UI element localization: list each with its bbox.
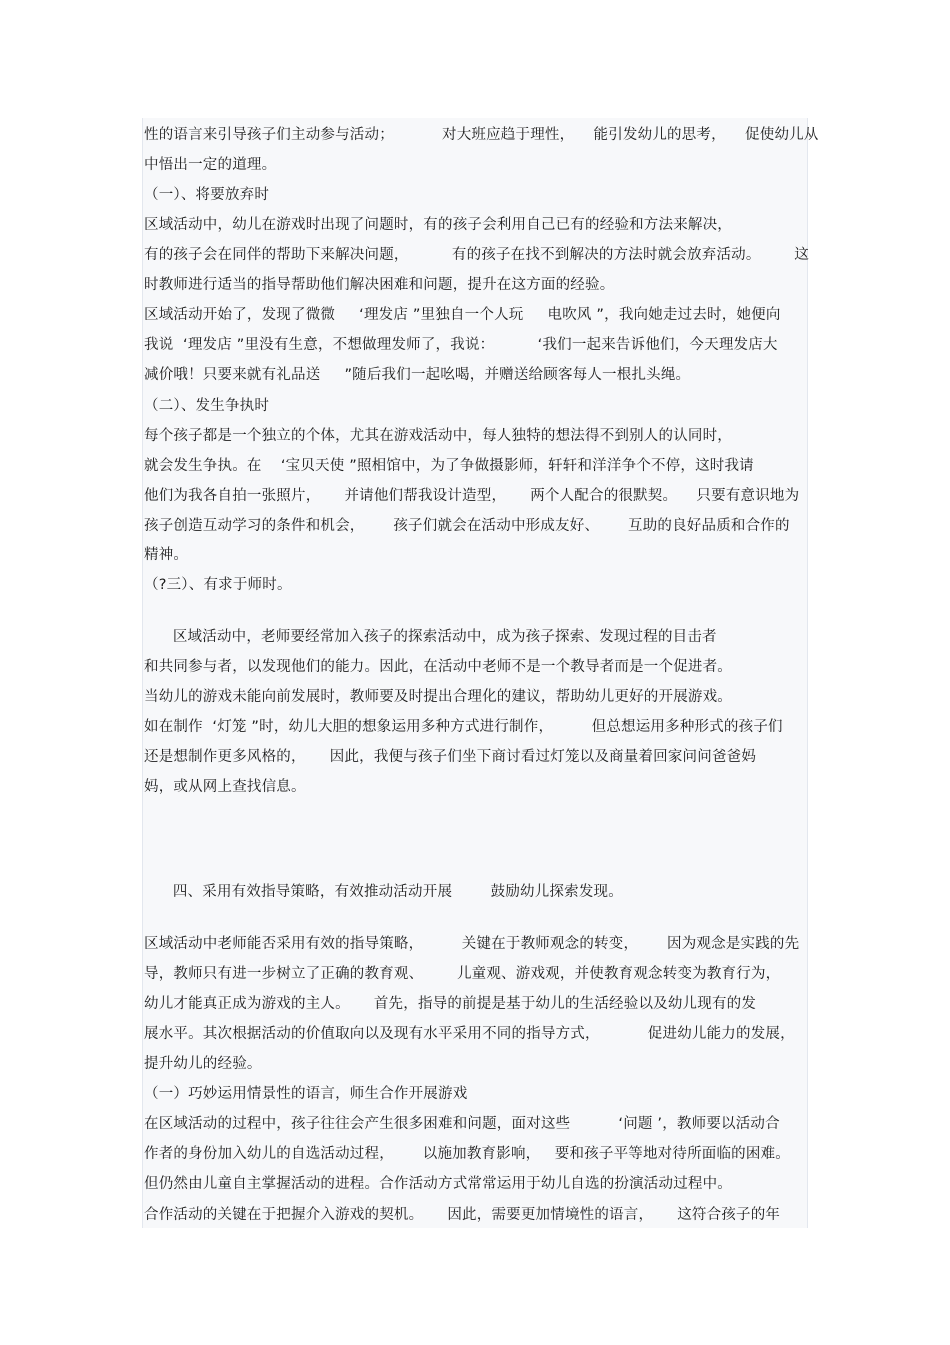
text-line: 区域活动中老师能否采用有效的指导策略， 关键在于教师观念的转变， 因为观念是实践的先 <box>144 936 800 952</box>
text-line: 孩子创造互动学习的条件和机会， 孩子们就会在活动中形成友好、 互助的良好品质和合作的 <box>144 518 790 534</box>
text-line: 还是想制作更多风格的， 因此，我便与孩子们坐下商讨看过灯笼以及商量着回家问问爸爸妈 <box>144 749 757 765</box>
text-line: 当幼儿的游戏未能向前发展时，教师要及时提出合理化的建议，帮助幼儿更好的开展游戏。 <box>144 689 732 705</box>
text-line: 但仍然由儿童自主掌握活动的进程。合作活动方式常常运用于幼儿自选的扮演活动过程中。 <box>144 1176 732 1192</box>
section-heading: 四、采用有效指导策略，有效推动活动开展 鼓励幼儿探索发现。 <box>144 884 623 900</box>
text-line: 幼儿才能真正成为游戏的主人。 首先，指导的前提是基于幼儿的生活经验以及幼儿现有的发 <box>144 996 757 1012</box>
section-heading: （?三）、有求于师时。 <box>144 577 292 593</box>
text-line: 和共同参与者，以发现他们的能力。因此，在活动中老师不是一个教导者而是一个促进者。 <box>144 659 732 675</box>
text-line: 区域活动开始了，发现了微微 ‘理发店 ”里独自一个人玩 电吹风 ”，我向她走过去时，她便向 <box>144 307 781 323</box>
text-line: 作者的身份加入幼儿的自选活动过程， 以施加教育影响， 要和孩子平等地对待所面临的困难。 <box>144 1146 790 1162</box>
text-line: 就会发生争执。在 ‘宝贝天使 ”照相馆中，为了争做摄影师，轩轩和洋洋争个不停，这时我请 <box>144 458 754 474</box>
text-line: 中悟出一定的道理。 <box>144 157 277 173</box>
text-line: 展水平。其次根据活动的价值取向以及现有水平采用不同的指导方式， 促进幼儿能力的发展， <box>144 1026 795 1042</box>
section-heading: （一）巧妙运用情景性的语言，师生合作开展游戏 <box>144 1086 468 1102</box>
section-heading: （二）、发生争执时 <box>144 398 270 414</box>
text-line: 他们为我各自拍一张照片， 并请他们帮我设计造型， 两个人配合的很默契。 只要有意识地为 <box>144 488 800 504</box>
text-line: 性的语言来引导孩子们主动参与活动； 对大班应趋于理性， 能引发幼儿的思考， 促使幼儿从 <box>144 127 819 143</box>
text-line: 区域活动中，幼儿在游戏时出现了问题时，有的孩子会利用自己已有的经验和方法来解决， <box>144 217 732 233</box>
text-line: 合作活动的关键在于把握介入游戏的契机。 因此，需要更加情境性的语言， 这符合孩子的年 <box>144 1207 781 1223</box>
text-line: 每个孩子都是一个独立的个体，尤其在游戏活动中，每人独特的想法得不到别人的认同时， <box>144 428 732 444</box>
text-line: 精神。 <box>144 547 189 563</box>
text-line: 提升幼儿的经验。 <box>144 1056 262 1072</box>
text-line: 妈，或从网上查找信息。 <box>144 779 306 795</box>
text-line: 如在制作 ‘灯笼 ”时，幼儿大胆的想象运用多种方式进行制作， 但总想运用多种形式的孩子们 <box>144 719 783 735</box>
text-line: 时教师进行适当的指导帮助他们解决困难和问题，提升在这方面的经验。 <box>144 277 615 293</box>
text-line: 有的孩子会在同伴的帮助下来解决问题， 有的孩子在找不到解决的方法时就会放弃活动。 这 <box>144 247 809 263</box>
text-line: 减价哦！只要来就有礼品送 ”随后我们一起吆喝，并赠送给顾客每人一根扎头绳。 <box>144 367 691 383</box>
text-line: 在区域活动的过程中，孩子往往会产生很多困难和问题，面对这些 ‘问题 ’，教师要以活动合 <box>144 1116 780 1132</box>
text-line: 我说 ‘理发店 ”里没有生意，不想做理发师了，我说： ‘我们一起来告诉他们，今天理发店大 <box>144 337 778 353</box>
text-line: 导，教师只有进一步树立了正确的教育观、 儿童观、游戏观，并使教育观念转变为教育行为， <box>144 966 781 982</box>
section-heading: （一）、将要放弃时 <box>144 187 270 203</box>
text-line: 区域活动中，老师要经常加入孩子的探索活动中，成为孩子探索、发现过程的目击者 <box>144 629 717 645</box>
